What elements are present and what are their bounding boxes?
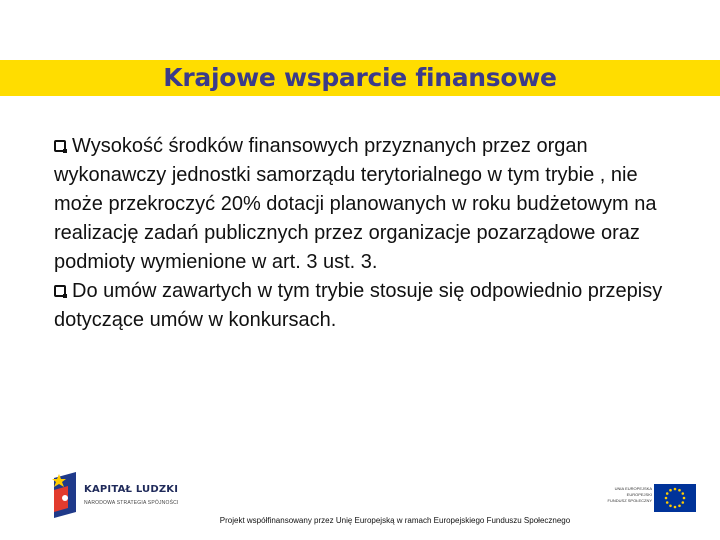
paragraph-text: Do umów zawartych w tym trybie stosuje się odpowiednio przepisy dotyczące umów w konkursach. bbox=[54, 280, 663, 331]
eu-text bbox=[608, 486, 652, 504]
bullet-paragraph bbox=[54, 277, 674, 335]
paragraph-text: Wysokość środków finansowych przyznanych przez organ wykonawczy jednostki samorządu terytorialnego w tym trybie , nie może przekroczyć 20% dotacji planowanych w roku budżetowym na realizację zadań publicznych przez organizacje pozarządowe oraz podmioty wymienione w art. 3 ust. 3. bbox=[54, 135, 657, 273]
checkbox-bullet-icon bbox=[54, 285, 66, 297]
kapital-ludzki-logo bbox=[50, 472, 210, 518]
logo-title: KAPITAŁ LUDZKI bbox=[84, 484, 179, 495]
eu-text-line: FUNDUSZ SPOŁECZNY bbox=[607, 498, 652, 503]
slide-title: Krajowe wsparcie finansowe bbox=[163, 63, 557, 92]
eu-text-line: UNIA EUROPEJSKA bbox=[614, 486, 652, 491]
eu-logo bbox=[600, 484, 700, 514]
eu-flag-icon bbox=[654, 484, 696, 512]
slide-body bbox=[54, 132, 674, 335]
eu-text-line: EUROPEJSKI bbox=[626, 492, 652, 497]
checkbox-bullet-icon bbox=[54, 140, 66, 152]
kapital-ludzki-emblem-icon bbox=[50, 472, 80, 518]
logo-subtitle: NARODOWA STRATEGIA SPÓJNOŚCI bbox=[84, 500, 179, 506]
bullet-paragraph bbox=[54, 132, 674, 277]
footer-note: Projekt współfinansowany przez Unię Europejską w ramach Europejskiego Funduszu Społecznego bbox=[219, 516, 571, 525]
